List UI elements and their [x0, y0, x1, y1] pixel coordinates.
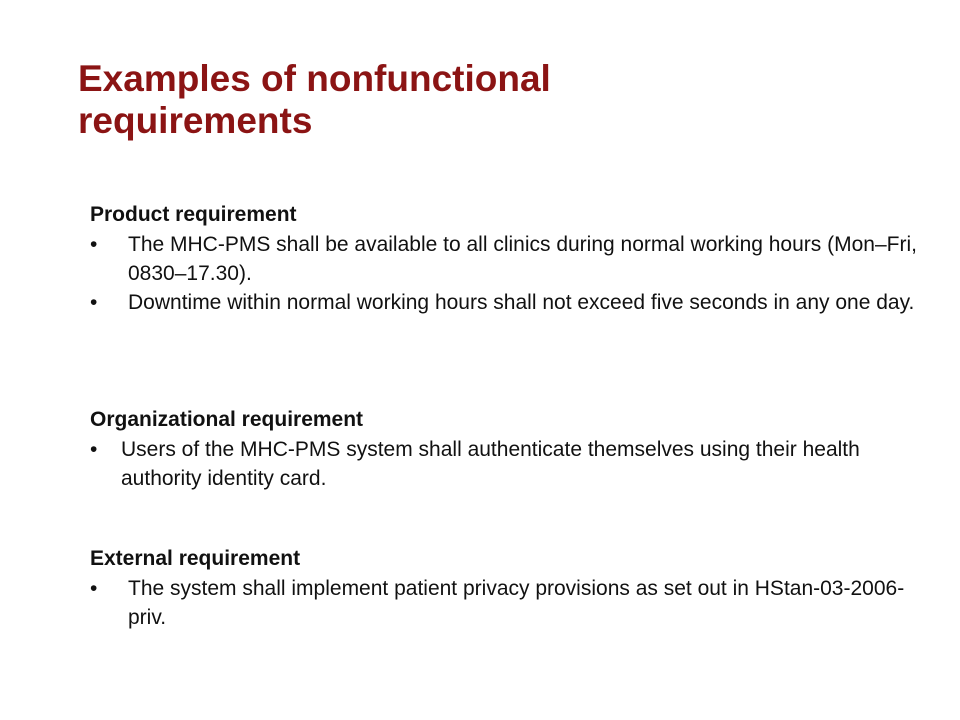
external-requirement-section [90, 546, 930, 632]
bullet-icon: • [90, 291, 98, 314]
bullet-list [90, 574, 930, 632]
bullet-text: The system shall implement patient privacy provisions as set out in HStan-03-2006-priv. [128, 577, 905, 629]
list-item [90, 435, 930, 493]
slide-title [78, 58, 878, 142]
section-heading: External requirement [90, 547, 301, 570]
bullet-text: Users of the MHC-PMS system shall authenticate themselves using their health authority identity card. [121, 438, 860, 490]
section-heading: Product requirement [90, 203, 297, 226]
list-item [90, 288, 930, 317]
bullet-list [90, 435, 930, 493]
slide-title-line-1: Examples of nonfunctional [78, 58, 551, 99]
bullet-list [90, 230, 930, 317]
section-heading: Organizational requirement [90, 408, 364, 431]
slide-title-line-2: requirements [78, 100, 313, 141]
organizational-requirement-section [90, 407, 930, 493]
list-item [90, 574, 930, 632]
bullet-icon: • [90, 577, 98, 600]
bullet-text: The MHC-PMS shall be available to all clinics during normal working hours (Mon–Fri, 0830–17.30). [128, 233, 917, 285]
product-requirement-section [90, 202, 930, 317]
bullet-icon: • [90, 438, 98, 461]
list-item [90, 230, 930, 288]
bullet-text: Downtime within normal working hours shall not exceed five seconds in any one day. [128, 291, 915, 314]
bullet-icon: • [90, 233, 98, 256]
